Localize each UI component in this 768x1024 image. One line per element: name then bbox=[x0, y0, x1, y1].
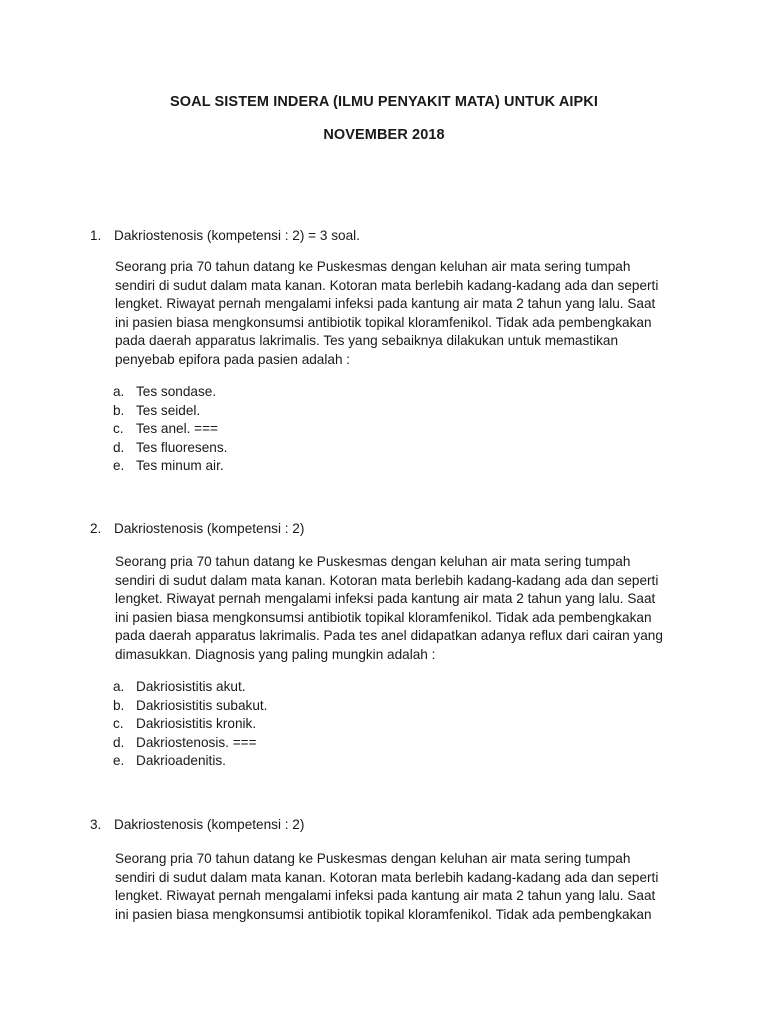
question-heading bbox=[90, 228, 360, 243]
stem-line: sendiri di sudut dalam mata kanan. Kotoran mata berlebih kadang-kadang ada dan seperti bbox=[115, 277, 659, 293]
stem-line: lengket. Riwayat pernah mengalami infeksi pada kantung air mata 2 tahun yang lalu. Saat bbox=[115, 888, 656, 904]
answer-option bbox=[113, 383, 227, 402]
stem-line: pada daerah apparatus lakrimalis. Pada tes anel didapatkan adanya reflux dari cairan yang bbox=[115, 628, 663, 644]
answer-option bbox=[113, 678, 267, 697]
option-text: Dakriostenosis. === bbox=[136, 734, 257, 750]
question-heading bbox=[90, 521, 304, 536]
answer-option bbox=[113, 697, 267, 716]
option-text: Tes minum air. bbox=[136, 458, 224, 474]
answer-option bbox=[113, 439, 227, 458]
answer-option bbox=[113, 734, 267, 753]
option-letter: b. bbox=[113, 402, 125, 418]
stem-line: sendiri di sudut dalam mata kanan. Kotoran mata berlebih kadang-kadang ada dan seperti bbox=[115, 572, 659, 588]
stem-line: ini pasien biasa mengkonsumsi antibiotik topikal kloramfenikol. Tidak ada pembengkakan bbox=[115, 906, 652, 922]
option-letter: e. bbox=[113, 753, 125, 769]
document-title: SOAL SISTEM INDERA (ILMU PENYAKIT MATA) UNTUK AIPKI bbox=[169, 94, 599, 110]
stem-line: pada daerah apparatus lakrimalis. Tes yang sebaiknya dilakukan untuk memastikan bbox=[115, 333, 619, 349]
option-text: Tes seidel. bbox=[136, 402, 201, 418]
option-letter: a. bbox=[113, 384, 125, 399]
question-stem bbox=[115, 850, 675, 924]
question-topic: Dakriostenosis (kompetensi : 2) bbox=[114, 521, 305, 536]
answer-option bbox=[113, 420, 227, 439]
question-topic: Dakriostenosis (kompetensi : 2) = 3 soal. bbox=[114, 228, 360, 243]
stem-line: ini pasien biasa mengkonsumsi antibiotik topikal kloramfenikol. Tidak ada pembengkakan bbox=[115, 609, 652, 625]
question-heading bbox=[90, 817, 304, 832]
question-stem bbox=[115, 258, 675, 370]
stem-line: penyebab epifora pada pasien adalah : bbox=[115, 351, 351, 367]
question-number: 2. bbox=[90, 521, 102, 536]
question-stem bbox=[115, 553, 675, 665]
question-number: 1. bbox=[90, 228, 102, 243]
option-text: Dakriosistitis akut. bbox=[136, 679, 246, 694]
option-letter: d. bbox=[113, 439, 125, 455]
option-letter: c. bbox=[113, 421, 124, 437]
option-text: Dakriosistitis kronik. bbox=[136, 716, 257, 732]
answer-option bbox=[113, 752, 267, 771]
option-letter: e. bbox=[113, 458, 125, 474]
option-text: Tes anel. === bbox=[136, 421, 218, 437]
stem-line: Seorang pria 70 tahun datang ke Puskesmas dengan keluhan air mata sering tumpah bbox=[115, 851, 631, 866]
answer-option bbox=[113, 457, 227, 476]
answer-option bbox=[113, 402, 227, 421]
stem-line: ini pasien biasa mengkonsumsi antibiotik topikal kloramfenikol. Tidak ada pembengkakan bbox=[115, 314, 652, 330]
option-letter: d. bbox=[113, 734, 125, 750]
stem-line: Seorang pria 70 tahun datang ke Puskesmas dengan keluhan air mata sering tumpah bbox=[115, 259, 631, 274]
document-subtitle: NOVEMBER 2018 bbox=[323, 127, 445, 143]
option-text: Tes sondase. bbox=[136, 384, 217, 399]
stem-line: Seorang pria 70 tahun datang ke Puskesmas dengan keluhan air mata sering tumpah bbox=[115, 554, 631, 569]
option-letter: c. bbox=[113, 716, 124, 732]
stem-line: lengket. Riwayat pernah mengalami infeksi pada kantung air mata 2 tahun yang lalu. Saat bbox=[115, 591, 656, 607]
option-text: Tes fluoresens. bbox=[136, 439, 228, 455]
question-number: 3. bbox=[90, 817, 102, 832]
option-text: Dakrioadenitis. bbox=[136, 753, 226, 769]
stem-line: dimasukkan. Diagnosis yang paling mungkin adalah : bbox=[115, 646, 436, 662]
answer-options bbox=[113, 383, 227, 476]
stem-line: sendiri di sudut dalam mata kanan. Kotoran mata berlebih kadang-kadang ada dan seperti bbox=[115, 869, 659, 885]
stem-line: lengket. Riwayat pernah mengalami infeksi pada kantung air mata 2 tahun yang lalu. Saat bbox=[115, 296, 656, 312]
option-letter: a. bbox=[113, 679, 125, 694]
option-letter: b. bbox=[113, 697, 125, 713]
answer-option bbox=[113, 715, 267, 734]
question-topic: Dakriostenosis (kompetensi : 2) bbox=[114, 817, 305, 832]
answer-options bbox=[113, 678, 267, 771]
option-text: Dakriosistitis subakut. bbox=[136, 697, 268, 713]
